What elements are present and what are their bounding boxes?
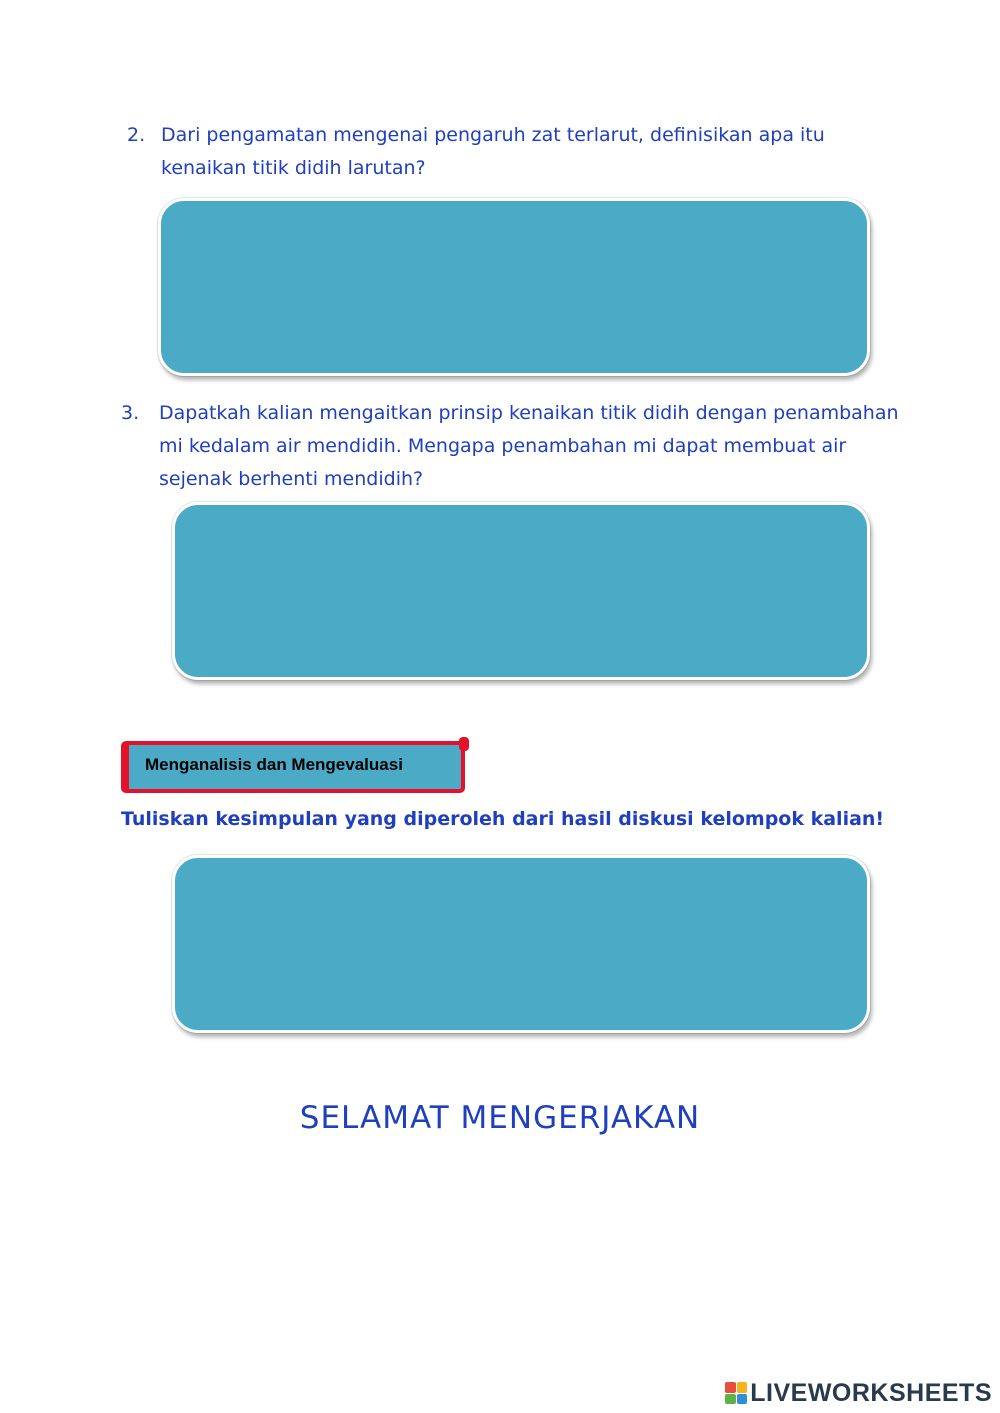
section-label-tab [459, 737, 469, 751]
question-3-line-1: Dapatkah kalian mengaitkan prinsip kenaikan titik didih dengan penambahan [159, 402, 899, 424]
question-3-number: 3. [121, 402, 140, 424]
liveworksheets-logo-icon [725, 1382, 747, 1404]
closing-message: SELAMAT MENGERJAKAN [299, 1100, 701, 1136]
question-3-line-2: mi kedalam air mendidih. Mengapa penambahan mi dapat membuat air [159, 435, 847, 457]
question-2-line-2: kenaikan titik didih larutan? [161, 157, 426, 179]
answer-box-conclusion[interactable] [172, 855, 870, 1033]
question-3-line-3: sejenak berhenti mendidih? [159, 468, 424, 490]
logo-tile-blue [737, 1394, 748, 1405]
question-2-text [161, 119, 825, 185]
question-3-text [159, 397, 899, 496]
brand-watermark [725, 1377, 992, 1409]
answer-box-question-2[interactable] [158, 198, 870, 376]
logo-tile-yellow [737, 1382, 748, 1393]
logo-tile-green [725, 1394, 736, 1405]
logo-tile-red [725, 1382, 736, 1393]
brand-name: LIVEWORKSHEETS [750, 1378, 992, 1407]
question-2-number: 2. [127, 124, 146, 146]
answer-box-question-3[interactable] [172, 502, 870, 680]
question-2-line-1: Dari pengamatan mengenai pengaruh zat terlarut, definisikan apa itu [161, 124, 825, 146]
conclusion-instruction: Tuliskan kesimpulan yang diperoleh dari hasil diskusi kelompok kalian! [121, 808, 885, 830]
section-label [121, 741, 465, 793]
section-label-text: Menganalisis dan Mengevaluasi [145, 755, 403, 774]
